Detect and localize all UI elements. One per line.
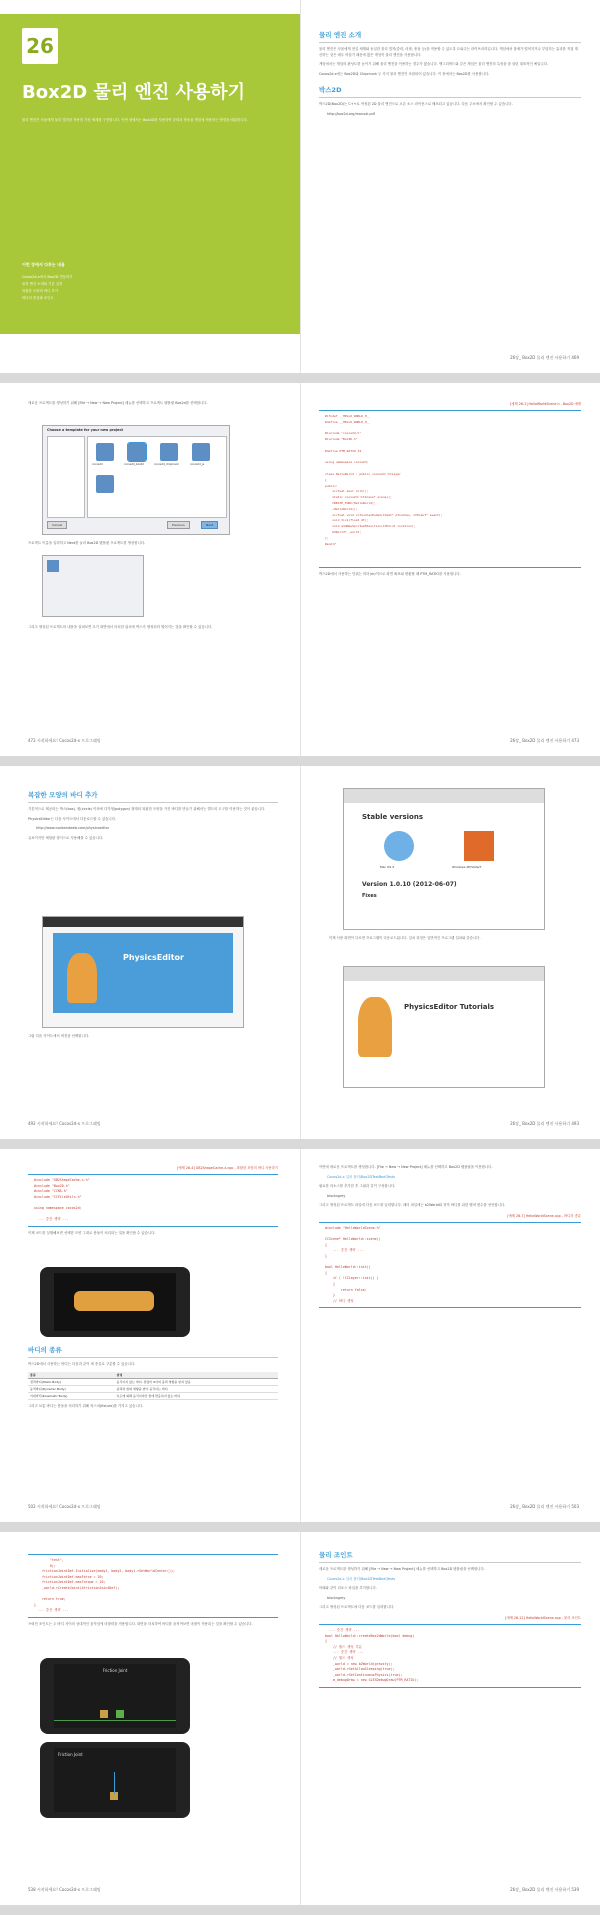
table-cell: 키네마틱(Kinematic Body) bbox=[28, 1392, 115, 1399]
next-button[interactable]: Next bbox=[201, 521, 218, 529]
body-text: 게임에서는 게임의 완성도를 높이기 위해 물리 엔진을 이용하는 경우가 많습니다. 앵그리버드와 같은 게임은 물리 엔진의 특성을 잘 살린 대표적인 예입니다. bbox=[319, 62, 548, 67]
app-icon bbox=[47, 560, 59, 572]
template-icon[interactable] bbox=[96, 475, 114, 493]
fixes-heading: Fixes bbox=[362, 893, 377, 899]
page-footer: 538 시작하세요! Cocos2d-x 프로그래밍 bbox=[28, 1887, 101, 1892]
page-473 bbox=[300, 383, 600, 756]
spread-2 bbox=[0, 383, 600, 756]
mascot-illustration bbox=[67, 953, 97, 1003]
mascot-illustration bbox=[358, 997, 392, 1057]
image-name: blocksgrey bbox=[327, 1193, 346, 1198]
template-label: cocos2d_box2d bbox=[124, 463, 144, 466]
path-text: Cocos2d-x 설치 폴더\Box2DTestBed\Tests bbox=[327, 1576, 395, 1581]
site-hero bbox=[53, 933, 233, 1013]
body-text: 이번에 새로운 프로젝트를 생성합니다. [File → New → New Project] 메뉴를 선택하고 Box2D 템플릿을 이용합니다. bbox=[319, 1165, 493, 1169]
code-block bbox=[319, 1624, 581, 1688]
page-footer: 26장_ Box2D 물리 엔진 사용하기 539 bbox=[510, 1887, 579, 1892]
tutorials-heading: PhysicsEditor Tutorials bbox=[404, 1003, 495, 1011]
screen-title: Friction Joint bbox=[102, 1668, 128, 1673]
download-page-screenshot bbox=[343, 788, 545, 930]
page-493 bbox=[300, 766, 600, 1139]
table-header: 설명 bbox=[115, 1372, 278, 1379]
code-caption: [예제 26-1] HelloWorldScene.h - Box2D 예제 bbox=[510, 402, 581, 406]
toc-item: 바디의 종류와 조인트 bbox=[22, 296, 54, 300]
page-footer: 472 시작하세요! Cocos2d-x 프로그래밍 bbox=[28, 738, 101, 743]
code-text: "test", 0); frictionJointDef.Initialize(body1, body2, body1->GetWorldCenter()); frictionJointDef.maxForce = 20; frictionJointDef.maxTorque = 10; _world->CreateJoint(&frictionJointDef); return true; } ... 중간 생략 ... bbox=[34, 1558, 175, 1613]
body-text: 그리고 보통 바디는 충돌을 처리하기 위해 픽스처(fixture)를 가지고 있습니다. bbox=[28, 1403, 144, 1408]
page-gap bbox=[0, 1139, 600, 1149]
divider bbox=[319, 42, 581, 43]
body-text: 유료이지만 체험판 형식으로 사용해볼 수 있습니다. bbox=[28, 835, 104, 840]
spread-4 bbox=[0, 1149, 600, 1522]
page-469 bbox=[300, 0, 600, 373]
tutorials-page-screenshot bbox=[343, 966, 545, 1088]
new-project-dialog bbox=[42, 425, 230, 535]
divider bbox=[28, 1357, 278, 1358]
section-heading: 물리 조인트 bbox=[319, 1551, 353, 1559]
body-text: 프릭션 조인트는 두 바디 사이의 상대적인 움직임에 마찰력을 적용합니다. 화면을 터치하여 바디를 움직여보면 마찰이 적용되는 것을 확인할 수 있습니다. bbox=[28, 1621, 253, 1626]
body-type-table bbox=[28, 1372, 278, 1400]
game-screen bbox=[54, 1273, 176, 1331]
toc-heading: 이번 장에서 다루는 내용 bbox=[22, 262, 65, 267]
template-icon[interactable] bbox=[96, 443, 114, 461]
url-text: http://box2d.org/manual.pdf bbox=[327, 111, 375, 116]
toc-list bbox=[22, 274, 73, 302]
template-label: cocos2d_js bbox=[190, 463, 205, 466]
template-label: cocos2d bbox=[92, 463, 103, 466]
version-heading: Version 1.0.10 (2012-06-07) bbox=[362, 881, 457, 888]
page-footer: 26장_ Box2D 물리 엔진 사용하기 473 bbox=[510, 738, 579, 743]
spread-1 bbox=[0, 0, 600, 373]
section-heading: 물리 엔진 소개 bbox=[319, 31, 362, 39]
template-icon[interactable] bbox=[128, 443, 146, 461]
page-footer: 26장_ Box2D 물리 엔진 사용하기 503 bbox=[510, 1504, 579, 1509]
body-text: 이제 사용 화면이 다르면 프로그램이 다운로드됩니다. 설치 과정은 일반적인 프로그램 설치와 같습니다. bbox=[329, 936, 481, 940]
chapter-banner bbox=[0, 14, 300, 334]
body-text: 그림 다음 사이트에서 버전을 선택합니다. bbox=[28, 1034, 90, 1038]
section-heading: 바디의 종류 bbox=[28, 1346, 62, 1354]
subsection-heading: 박스2D bbox=[319, 86, 342, 95]
table-cell: 움직이지 않는 바디. 질량이 0이며 중력 영향을 받지 않음 bbox=[115, 1378, 278, 1385]
toc-item: 물리 엔진 소개와 기본 설정 bbox=[22, 282, 63, 286]
page-492 bbox=[0, 766, 300, 1139]
code-block bbox=[28, 1554, 278, 1618]
divider bbox=[319, 97, 581, 98]
code-caption: [예제 26-7] HelloWorldScene.cpp - 바디의 종류 bbox=[507, 1213, 581, 1218]
body-text: 물리 엔진은 사물에게 현실 세계와 동일한 물리 법칙(중력, 마찰, 충돌 등)을 적용할 수 있도록 도와주는 라이브러리입니다. 게임에서 물체가 떨어지거나 부딪히는 효과를 직접 계산하는 것은 매우 어렵기 때문에 많은 게임이 물리 엔진을 사용합니다. bbox=[319, 47, 578, 57]
code-caption: [예제 26-12] HelloWorldScene.cpp - 물리 조인트 bbox=[505, 1615, 581, 1620]
template-label: cocos2d_chipmunk bbox=[154, 463, 179, 466]
code-block bbox=[319, 1222, 581, 1308]
page-472 bbox=[0, 383, 300, 756]
phone-screenshot-2 bbox=[40, 1742, 190, 1818]
template-grid bbox=[87, 436, 227, 518]
page-502 bbox=[0, 1149, 300, 1522]
apple-icon[interactable] bbox=[384, 831, 414, 861]
page-538 bbox=[0, 1532, 300, 1905]
block-sprite bbox=[100, 1710, 108, 1718]
body-text: 새로운 프로젝트를 생성하기 위해 [File → New → New Project] 메뉴를 선택하고 프로젝트 템플릿 Box2d를 선택합니다. bbox=[28, 401, 208, 405]
table-cell: 속도에 의해 움직이지만 힘에 반응하지 않는 바디 bbox=[115, 1392, 278, 1399]
body-text: 프로젝트 이름을 입력하고 Next를 눌러 Box2D 템플릿 프로젝트를 생성합니다. bbox=[28, 541, 146, 545]
body-text: 박스2D(Box2D)는 C++로 작성된 2D 물리 엔진으로 오픈 소스 라이선스로 배포되고 있습니다. 다음 주소에서 확인할 수 있습니다. bbox=[319, 102, 513, 107]
body-text: 그리고 생성된 프로젝트에 다음 코드를 입력합니다. bbox=[319, 1605, 395, 1610]
phone-screenshot bbox=[40, 1267, 190, 1337]
page-footer: 492 시작하세요! Cocos2d-x 프로그래밍 bbox=[28, 1121, 101, 1126]
chapter-intro: 물리 엔진은 사물에게 물리 법칙을 적용한 가상 세계를 구현합니다. 이번 장에서는 Box2D를 사용하여 중력과 충돌을 게임에 적용하는 방법을 배워봅니다. bbox=[22, 118, 248, 122]
joint-line bbox=[114, 1772, 115, 1794]
code-block bbox=[28, 1174, 278, 1227]
cancel-button[interactable]: Cancel bbox=[47, 521, 67, 529]
previous-button[interactable]: Previous bbox=[167, 521, 190, 529]
game-screen bbox=[54, 1748, 176, 1812]
page-539 bbox=[300, 1532, 600, 1905]
image-name: blocksgrey bbox=[327, 1595, 346, 1600]
divider bbox=[319, 1562, 581, 1563]
windows-icon[interactable] bbox=[464, 831, 494, 861]
phone-screenshot-1 bbox=[40, 1658, 190, 1734]
body-text: 박스2D에서 사용하는 바디는 다음과 같이 세 종류로 구분할 수 있습니다. bbox=[28, 1362, 136, 1366]
site-header bbox=[43, 917, 243, 927]
code-block bbox=[319, 410, 581, 568]
template-icon[interactable] bbox=[160, 443, 178, 461]
body-text: 아래와 같이 리소스 파일을 추가합니다. bbox=[319, 1586, 377, 1591]
page-gap bbox=[0, 373, 600, 383]
body-text: 그리고 생성된 프로젝트 파일에 다음 코드를 입력합니다. 헤더 파일에는 b2World와 정적 바디를 위한 멤버 변수를 선언합니다. bbox=[319, 1203, 506, 1208]
table-cell: 동적바디(Dynamic Body) bbox=[28, 1385, 115, 1392]
physicseditor-site-screenshot bbox=[42, 916, 244, 1028]
page-gap bbox=[0, 1522, 600, 1532]
game-screen bbox=[54, 1664, 176, 1728]
screen-title: Friction Joint bbox=[58, 1752, 83, 1757]
code-text: #include "HelloWorldScene.h" CCScene* HelloWorld::scene() { ... 중간 생략 ... } bool HelloWorld::init() { if ( !CCLayer::init() ) { return false; } // 바디 생성 bbox=[325, 1225, 381, 1303]
site-header bbox=[344, 967, 544, 981]
template-sidebar bbox=[47, 436, 85, 518]
table-cell: 중력과 힘의 영향을 받아 움직이는 바디 bbox=[115, 1385, 278, 1392]
site-header bbox=[344, 789, 544, 803]
chapter-number: 26 bbox=[26, 34, 54, 58]
game-sprite bbox=[74, 1291, 154, 1311]
dialog-title: Choose a template for your new project bbox=[47, 428, 123, 432]
page-gap bbox=[0, 756, 600, 766]
path-text: Cocos2d-x 설치 폴더\Box2DTestBed\Tests bbox=[327, 1174, 395, 1179]
body-text: 새로운 프로젝트를 생성하기 위해 [File → New → New Project] 메뉴를 선택하고 Box2D 템플릿을 선택합니다. bbox=[319, 1567, 485, 1571]
code-caption: [예제 26-4] GB2ShapeCache-x.cpp - 복합한 모양의 바디 사용하기 bbox=[177, 1166, 278, 1170]
page-footer: 26장_ Box2D 물리 엔진 사용하기 469 bbox=[510, 355, 579, 360]
project-options-dialog bbox=[42, 555, 144, 617]
toc-item: 복잡한 모양의 바디 추가 bbox=[22, 289, 58, 293]
mac-label: Mac OS X bbox=[380, 865, 395, 869]
table-cell: 정적바디(Static Body) bbox=[28, 1378, 115, 1385]
template-icon[interactable] bbox=[192, 443, 210, 461]
body-text: Cocos2d-x에는 Box2D와 Chipmunk 두 가지 물리 엔진이 포함되어 있습니다. 이 장에서는 Box2D를 사용합니다. bbox=[319, 71, 490, 76]
spread-5 bbox=[0, 1532, 600, 1905]
ground-line bbox=[54, 1720, 176, 1721]
page-503 bbox=[300, 1149, 600, 1522]
code-text: #include "GB2ShapeCache-x.h" #include "Box2D.h" #include "CCNS.h" #include "CCFileUtils.h" using namespace cocos2d; ... 중간 생략 ... bbox=[34, 1178, 90, 1222]
page-footer: 26장_ Box2D 물리 엔진 사용하기 493 bbox=[510, 1121, 579, 1126]
section-heading: 복잡한 모양의 바디 추가 bbox=[28, 791, 98, 799]
body-text: 박스2D에서 사용하는 단위는 미터(m)이므로 화면 좌표와 변환할 때 PTM_RATIO를 사용합니다. bbox=[319, 572, 461, 576]
url-text: http://www.codeandweb.com/physicseditor bbox=[36, 826, 110, 831]
body-text: PhysicsEditor는 다음 사이트에서 다운로드할 수 있습니다. bbox=[28, 816, 116, 821]
body-text: 필요한 리소스를 추가한 후 그림과 같이 구성합니다. bbox=[319, 1184, 396, 1189]
toc-item: Cocos2d-x에서 Box2D 연동하기 bbox=[22, 275, 73, 279]
code-text: ... 중간 생략 ... bool HelloWorld::createBox2dWorld(bool debug) { // 월드 생성 부분 ... 중간 생략 ... // 월드 생성 _world = new b2World(gravity); _world->SetAllowSleeping(true); _world->SetContinuousPhysics(true); m_debugDraw = new GLESDebugDraw(PTM_RATIO); bbox=[325, 1627, 419, 1683]
hero-title: PhysicsEditor bbox=[123, 953, 184, 962]
body-text: 그리고 생성된 프로젝트의 내용을 살펴보면 초기 화면에서 터치한 위치에 박스가 생성되어 떨어지는 것을 확인할 수 있습니다. bbox=[28, 625, 213, 629]
block-sprite bbox=[116, 1710, 124, 1718]
chapter-opener-page bbox=[0, 0, 300, 373]
chapter-title: Box2D 물리 엔진 사용하기 bbox=[22, 82, 246, 103]
stable-heading: Stable versions bbox=[362, 813, 423, 821]
body-text: 기본적으로 제공되는 박스(box), 원(circle) 이외에 다각형(polygon) 형태의 복잡한 모양을 가진 바디를 만들기 위해서는 별도의 도구를 이용하는 것이 좋습니다. bbox=[28, 807, 266, 811]
body-text: 이제 코드를 실행해보면 선택한 모양 그대로 충돌이 처리되는 것을 확인할 수 있습니다. bbox=[28, 1230, 156, 1235]
windows-label: Windows XP/Vista/7 bbox=[452, 865, 482, 869]
code-text: #ifndef __HELLO_WORLD_H__ #define __HELLO_WORLD_H__ #include "cocos2d.h" #include "Box2D.h" #define PTM_RATIO 32 using namespace cocos2d; class HelloWorld : public cocos2d::CCLayer { public: virtual bool init(); static cocos2d::CCScene* scene(); CREATE_FUNC(HelloWorld); ~HelloWorld(); virtual void ccTouchesEnded(CCSet* pTouches, CCEvent* event); void tick(float dt); void addNewSpriteAtPosition(CCPoint location); b2World* _world; }; #endif bbox=[325, 414, 443, 546]
table-header: 종류 bbox=[28, 1372, 115, 1379]
page-footer: 502 시작하세요! Cocos2d-x 프로그래밍 bbox=[28, 1504, 101, 1509]
divider bbox=[28, 802, 278, 803]
spread-3 bbox=[0, 766, 600, 1139]
